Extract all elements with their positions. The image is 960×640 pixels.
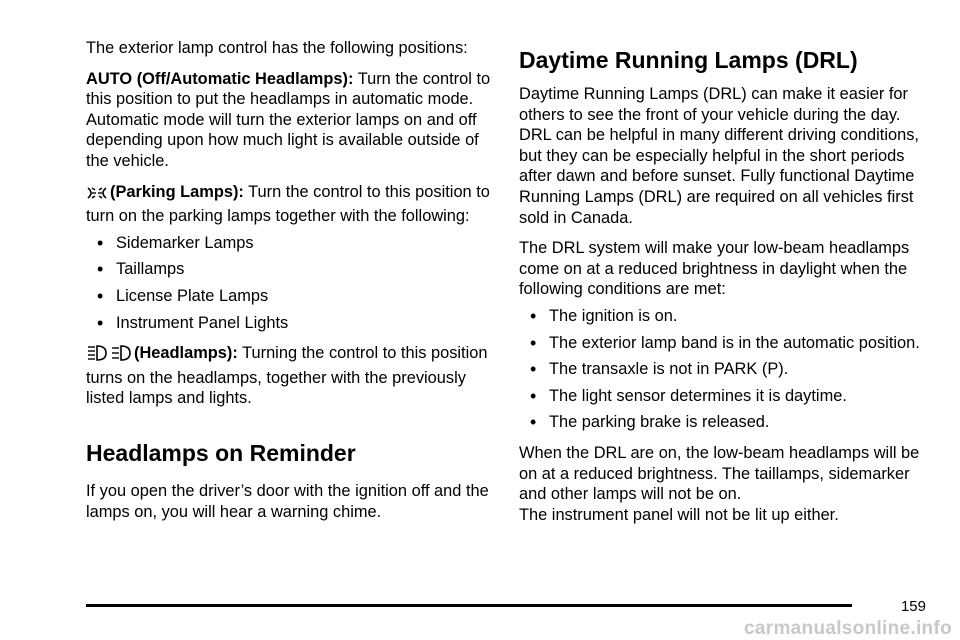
- watermark: carmanualsonline.info: [744, 618, 952, 639]
- auto-paragraph: [86, 69, 496, 172]
- drl-paragraph-2: The DRL system will make your low-beam headlamps come on at a reduced brightness in daylight when the following conditions are met:: [519, 239, 910, 299]
- right-column: [519, 46, 924, 525]
- list-item: • Instrument Panel Lights: [86, 313, 496, 334]
- reminder-text: If you open the driver’s door with the ignition off and the lamps on, you will hear a warning chime.: [86, 481, 489, 521]
- headlamp-icon: [86, 344, 108, 368]
- list-item: • The ignition is on.: [519, 306, 924, 327]
- intro-text: The exterior lamp control has the following positions:: [86, 39, 468, 57]
- list-item: • The transaxle is not in PARK (P).: [519, 359, 924, 380]
- drl-heading: Daytime Running Lamps (DRL): [519, 47, 858, 73]
- list-item: • License Plate Lamps: [86, 286, 496, 307]
- list-item: • Sidemarker Lamps: [86, 233, 496, 254]
- auto-label: AUTO (Off/Automatic Headlamps):: [86, 69, 354, 88]
- drl-conditions-list: [519, 306, 924, 433]
- drl-paragraph-3: When the DRL are on, the low-beam headlamps will be on at a reduced brightness. The taillamps, sidemarker and other lamps will not be on.: [519, 443, 920, 504]
- drl-paragraph-4: The instrument panel will not be lit up either.: [519, 505, 839, 524]
- list-item: • The light sensor determines it is daytime.: [519, 386, 924, 407]
- reminder-heading: Headlamps on Reminder: [86, 439, 356, 466]
- headlamp-icon: [110, 344, 132, 368]
- list-item: • The exterior lamp band is in the automatic position.: [519, 333, 924, 354]
- left-column: [86, 38, 496, 522]
- parking-paragraph: [86, 182, 496, 227]
- list-item: • The parking brake is released.: [519, 412, 924, 433]
- drl-paragraph-1: Daytime Running Lamps (DRL) can make it easier for others to see the front of your vehicle during the day. DRL can be helpful in many different driving conditions, but they can be especially helpful in the short periods after dawn and before sunset. Fully functional Daytime Running Lamps (DRL) are required on all vehicles first sold in Canada.: [519, 85, 919, 227]
- list-item: • Taillamps: [86, 259, 496, 280]
- headlamps-paragraph: [86, 343, 496, 409]
- page-number: 159: [900, 598, 926, 615]
- footer-rule: [86, 604, 852, 607]
- headlamps-label: (Headlamps):: [134, 344, 238, 363]
- parking-lamps-icon: [86, 185, 108, 207]
- parking-items-list: [86, 233, 496, 333]
- auto-text: Turn the control to this position to put the headlamps in automatic mode. Automatic mode will turn the exterior lamps on and off depending upon how much light is available outside of the vehicle.: [86, 69, 491, 170]
- parking-text: Turn the control to this position to turn on the parking lamps together with the following:: [86, 182, 490, 226]
- parking-label: (Parking Lamps):: [110, 182, 244, 201]
- headlamps-text: Turning the control to this position turns on the headlamps, together with the previously listed lamps and lights.: [86, 344, 488, 408]
